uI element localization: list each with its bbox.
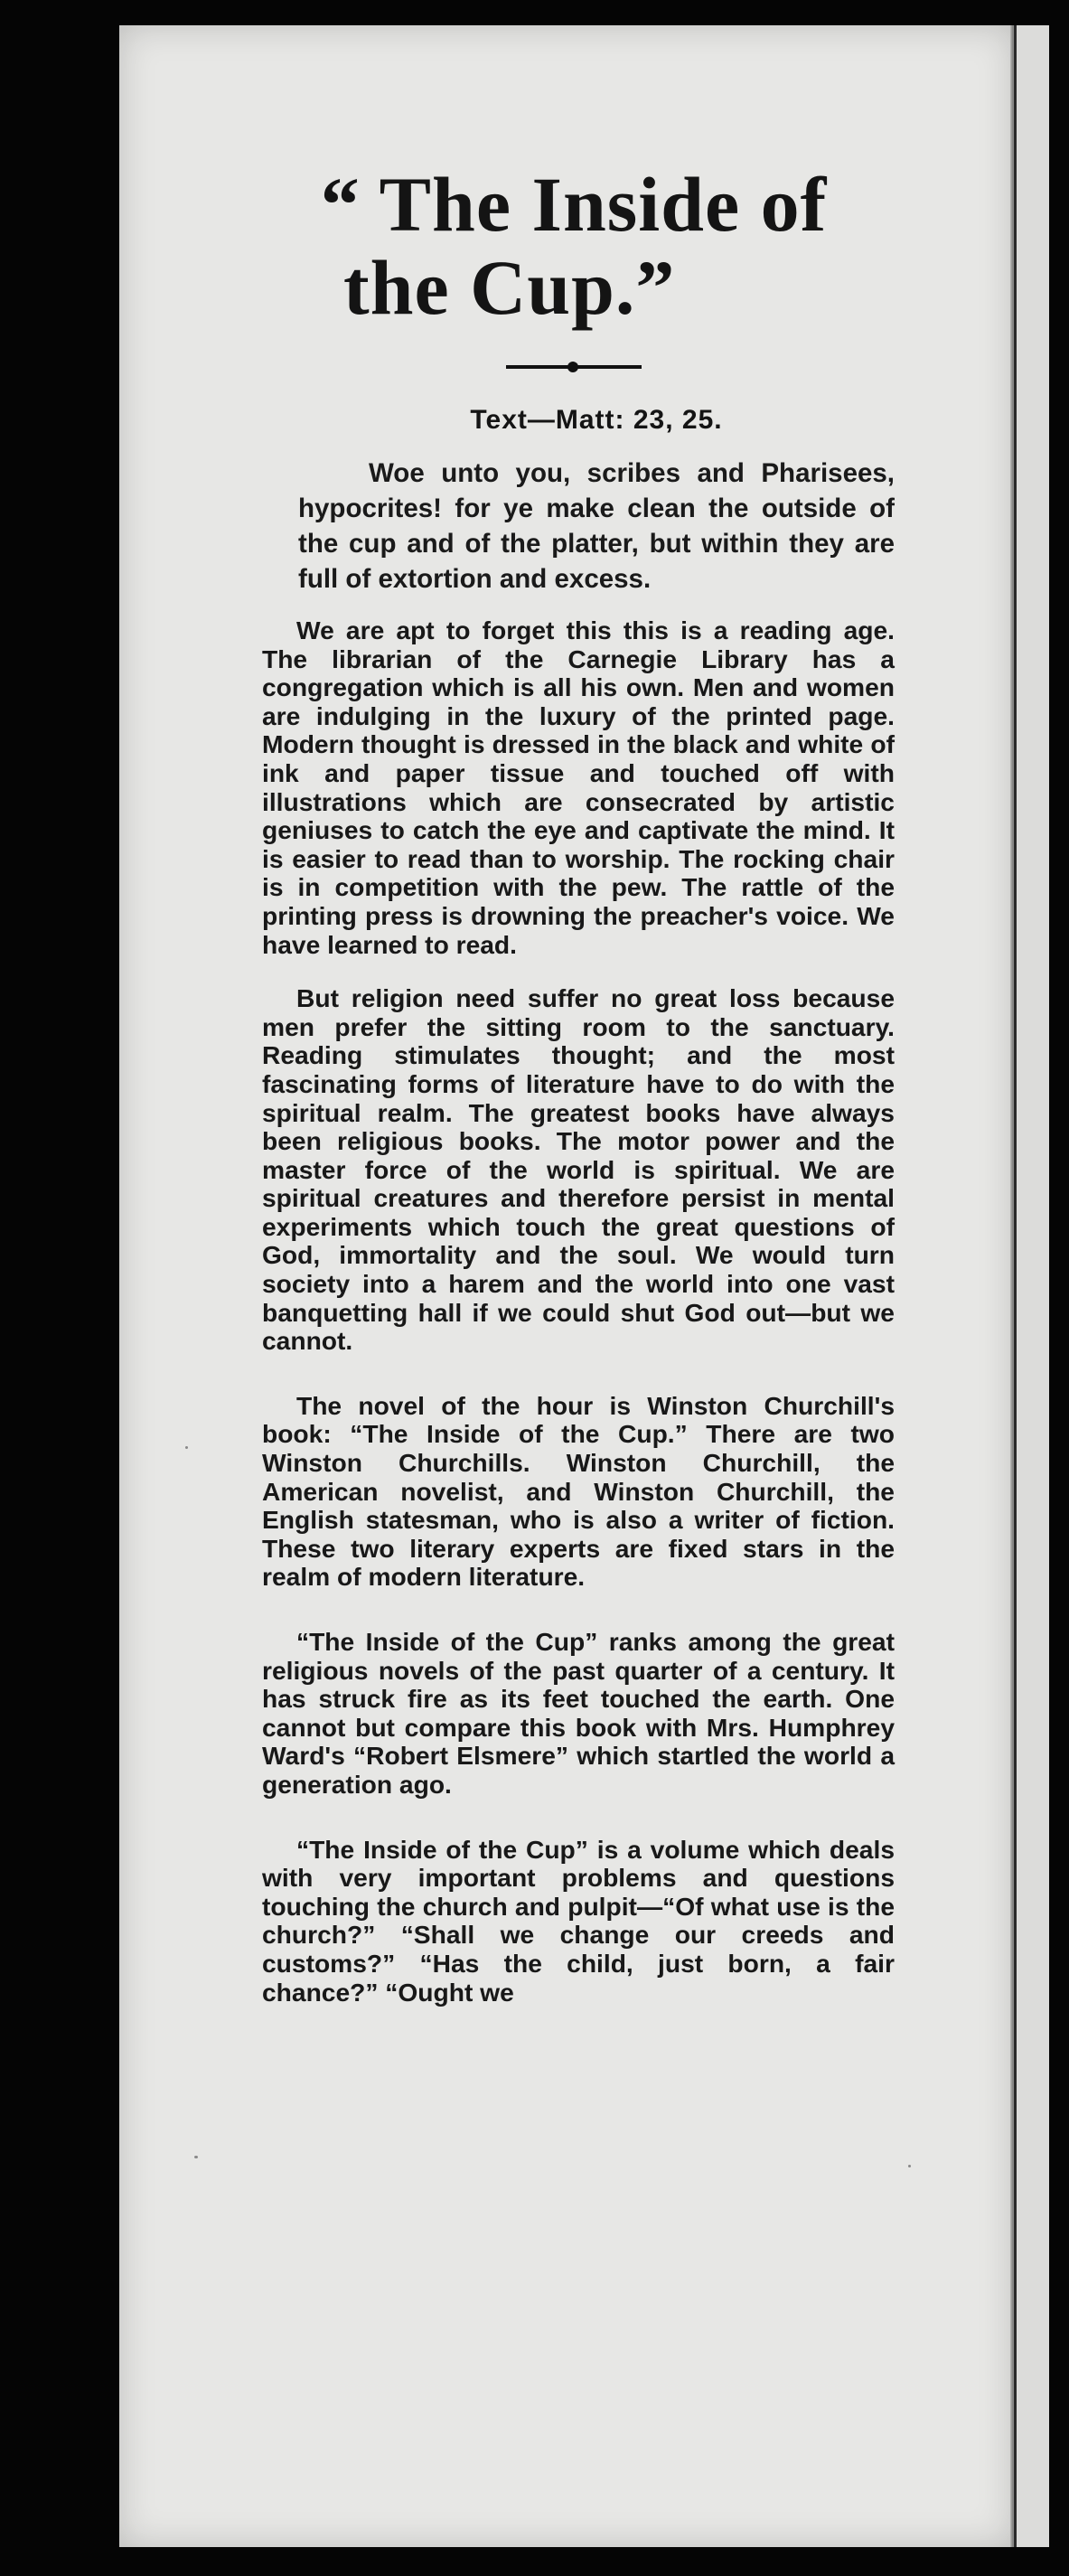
article-column [262,163,895,2032]
body-paragraph-4: “The Inside of the Cup” ranks among the great religious novels of the past quarter of a century. It has struck fire as its feet touched the earth. One cannot but compare this book with Mrs. Humphrey Ward's “Robert Elsmere” which startled the world a generation ago. [262,1627,895,1799]
scripture-reference: Text—Matt: 23, 25. [470,405,723,435]
print-speck [185,1446,188,1449]
body-paragraph-2: But religion need suffer no great loss because men prefer the sitting room to the sanctuary. Reading stimulates thought; and the most fascinating forms of literature have to do with the spiritual realm. The greatest books have always been religious books. The motor power and the master force of the world is spiritual. We are spiritual creatures and therefore persist in mental experiments which touch the great questions of God, immortality and the soul. We would turn society into a harem and the world into one vast banquetting hall if we could shut God out—but we cannot. [262,983,895,1356]
scripture-quote: Woe unto you, scribes and Pharisees, hypocrites! for ye make clean the outside of the cup and of the platter, but within they are full of extortion and excess. [298,458,895,594]
decorative-rule [506,365,642,369]
headline-line-1: “ The Inside of [320,161,828,248]
body-paragraph-5: “The Inside of the Cup” is a volume which deals with very important problems and questions touching the church and pulpit—“Of what use is the church?” “Shall we change our creeds and customs?” “Has the child, just born, a fair chance?” “Ought we [262,1834,895,2007]
adjacent-page-strip [1014,25,1049,2547]
print-speck [908,2165,911,2167]
body-paragraph-3: The novel of the hour is Winston Churchill's book: “The Inside of the Cup.” There are two Winston Churchills. Winston Churchill, the American novelist, and Winston Churchill, the English statesman, who is also a writer of fiction. These two literary experts are fixed stars in the realm of modern literature. [262,1390,895,1592]
headline-line-2: the Cup.” [343,244,676,331]
body-paragraph-1: We are apt to forget this this is a reading age. The librarian of the Carnegie Library has a congregation which is all his own. Men and women are indulging in the luxury of the printed page. Modern thought is dressed in the black and white of ink and paper tissue and touched off with illustrations which are consecrated by artistic geniuses to catch the eye and captivate the mind. It is easier to read than to worship. The rocking chair is in competition with the pew. The rattle of the printing press is drowning the preacher's voice. We have learned to read. [262,616,895,959]
print-speck [194,2156,198,2158]
article-headline [253,163,895,329]
